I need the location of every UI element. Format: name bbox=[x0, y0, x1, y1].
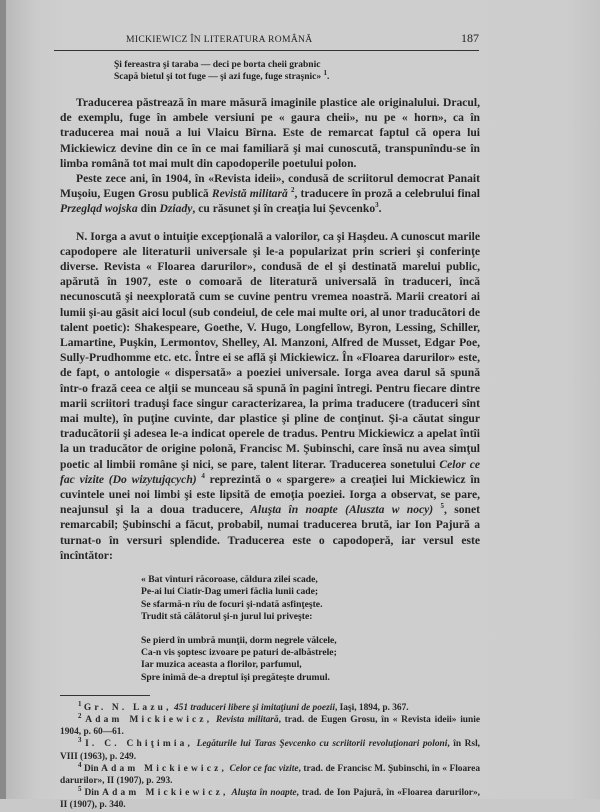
paragraph-text: Peste zece ani, în 1904, în «Revista ideii», condusă de scriitorul democrat Panait Muşoiu, Eugen Grosu publică bbox=[60, 172, 480, 201]
footnote-author: Adam Mickiewicz, bbox=[101, 763, 227, 774]
paragraph bbox=[60, 229, 480, 563]
footnote bbox=[60, 699, 480, 714]
footnote-title: Revista militară bbox=[216, 714, 279, 725]
footnote-number: 5 bbox=[78, 785, 82, 794]
footnote-text: , în Rsl, VIII (1963), p. 249. bbox=[60, 739, 481, 762]
verse-line: Scapă bietul şi tot fuge — şi azi fuge, fuge straşnic» $^1$. bbox=[114, 68, 330, 82]
footnote-number: 1 bbox=[78, 699, 82, 708]
poem-quote bbox=[141, 574, 480, 684]
paragraph-text: , traducere în proză a celebrului final bbox=[294, 187, 481, 201]
footnote-text: , Iaşi, 1894, p. 367. bbox=[334, 702, 409, 713]
poem-line: Se pierd în umbră munţii, dorm negrele vălcele, bbox=[141, 634, 337, 646]
footnote bbox=[60, 711, 480, 738]
footnote-author: I. C. Chiţimia, bbox=[85, 739, 194, 750]
footnote bbox=[60, 760, 481, 787]
paragraph-text: Traducerea păstrează în mare măsură imaginile plastice ale originalului. Dracul, de exemplu, fuge în ambele versiuni pe « gaura cheii», nu pe « horn», ca în traducerea mai nouă a lui Vlaicu Bîrna. Este de remarcat faptul că opera lui Mickiewicz devine din ce în ce mai familiară şi mai cunoscută, transpunîndu-se în limba română tot mai mult din capodoperile poetului polon. bbox=[60, 96, 480, 170]
footnote-title: Aluşta în noapte bbox=[231, 788, 297, 799]
paragraph-text: , cu răsunet şi în creaţia lui Şevcenko bbox=[192, 202, 376, 216]
italic-title: Dziady bbox=[159, 202, 193, 216]
paragraph-text: din bbox=[137, 202, 160, 216]
verse-line: Şi fereastra şi taraba — deci pe borta cheii grabnic bbox=[114, 60, 321, 70]
poem-line: « Bat vînturi răcoroase, căldura zilei scade, bbox=[141, 574, 318, 586]
footnote-title: 451 traduceri libere şi imitaţiuni de poezii bbox=[173, 702, 335, 713]
poem-line: Spre inimă de-a dreptul îşi pregăteşte drumul. bbox=[141, 671, 330, 683]
stanza bbox=[141, 635, 480, 684]
paragraph bbox=[60, 171, 480, 217]
footnote-ref: 3 bbox=[375, 201, 379, 210]
page-content bbox=[60, 59, 480, 812]
footnote-number: 4 bbox=[78, 760, 82, 769]
footnote-number: 3 bbox=[78, 736, 82, 745]
footnote-author: Adam Mickiewicz, bbox=[102, 788, 229, 799]
running-title: MICKIEWICZ ÎN LITERATURA ROMÂNĂ bbox=[126, 34, 313, 45]
poem-line: Se sfarmă-n rîu de focuri şi-ndată asfinţeşte. bbox=[141, 598, 323, 610]
footnote-prefix: Din bbox=[84, 763, 102, 774]
page-header bbox=[54, 28, 479, 51]
footnote-divider bbox=[60, 695, 150, 696]
paragraph-text: , sonet remarcabil; Şubinschi a făcut, probabil, numai traducerea brută, iar Ion Pajură a turnat-o în versuri splendide. Traducerea este o capodoperă, iar versul este încîntător: bbox=[60, 503, 480, 562]
italic-title: Revistă militară bbox=[211, 187, 288, 201]
footnote-author: Adam Mickiewicz, bbox=[85, 714, 213, 725]
verse-line-text: Scapă bietul şi tot fuge — şi azi fuge, fuge straşnic» bbox=[114, 72, 322, 82]
footnote-text: , trad. de Francisc M. Şubinschi, în « Floarea darurilor», II (1907), p. 293. bbox=[60, 763, 481, 786]
footnote-number: 2 bbox=[78, 711, 82, 720]
book-page bbox=[6, 0, 600, 811]
poem-line: Iar muzica aceasta a florilor, parfumul, bbox=[141, 659, 302, 671]
paragraph-text: N. Iorga a avut o intuiţie excepţională a valorilor, ca şi Haşdeu. A cunoscut marile capodopere ale literaturii universale şi le-a popularizat prin scrieri şi conferinţe diverse. Revista « Floarea darurilor», condusă de el şi destinată marelui public, apărută în 1907, este o comoară de literatură universală în traduceri, încă necunoscută şi neexplorată cum se cuvine pentru vremea noastră. Marii creatori ai lumii şi-au găsit aici locul (sub condeiul, de cele mai multe ori, al unor traducători de talent poetic): Shakespeare, Goethe, V. Hugo, Longfellow, Byron, Lessing, Schiller, Lamartine, Puşkin, Lermontov, Shelley, Al. Manzoni, Alfred de Musset, Edgar Poe, Sully-Prudhomme etc. etc. Între ei se află şi Mickiewicz. În «Floarea darurilor» este, de fapt, o antologie « dispersată» a poeziei universale. Iorga avea darul să spună într-o frază ceea ce alţii se munceau să spună în pagini întregi. Pentru fiecare dintre marii scriitori traduşi face singur caracterizarea, la prima traducere (traduceri sînt mai multe), în puţine cuvinte, dar plastice şi pline de conţinut. Şi-a căutat singur traducătorii şi adesea le-a indicat operele de tradus. Pentru Mickiewicz a apelat întîi la un traducător de origine polonă, Francisc M. Şubinschi, care însă nu avea simţul poetic al limbii române şi nici, se pare, talent literar. Traducerea sonetului bbox=[60, 229, 480, 471]
footnote-title: Legăturile lui Taras Şevcenko cu scriitorii revoluţionari poloni bbox=[196, 739, 448, 750]
italic-title: Celor ce fac vizite (Do wizytujących) bbox=[60, 457, 481, 486]
verse-continuation bbox=[114, 59, 480, 83]
italic-title: Aluşta în noapte (Aluszta w nocy) bbox=[250, 503, 434, 517]
italic-title: Przegląd wojska bbox=[60, 202, 138, 216]
footnote-prefix: Din bbox=[84, 788, 103, 799]
footnote-text: , trad. de Ion Pajură, în «Floarea darurilor», II (1907), p. 340. bbox=[60, 788, 481, 811]
footnote bbox=[60, 738, 480, 762]
footnote-ref: 2 bbox=[290, 186, 295, 195]
paragraph-text: . bbox=[378, 202, 382, 216]
paragraph bbox=[60, 95, 480, 171]
poem-line: Pe-ai lui Ciatir-Dag umeri făclia lunii cade; bbox=[141, 586, 319, 598]
poem-line: Ca-n vis şoptesc izvoare pe paturi de-albăstrele; bbox=[141, 647, 337, 659]
page-number: 187 bbox=[461, 31, 479, 45]
footnote-ref: 1 bbox=[323, 68, 328, 77]
footnote-ref: 4 bbox=[201, 472, 205, 481]
paragraph-text: reprezintă o « spargere» a creaţiei lui Mickiewicz în cuvintele unei noi limbi şi este lipsită de emoţia poeziei. Iorga a observat, se pare, neajunsul şi la a doua traducere, bbox=[60, 472, 480, 517]
footnote-title: Celor ce fac vizite bbox=[229, 763, 299, 774]
footnote-text: , trad. de Eugen Grosu, în « Revista ideii» iunie 1904, p. 60—61. bbox=[60, 714, 480, 738]
footnote bbox=[60, 787, 480, 811]
footnotes bbox=[60, 699, 481, 812]
stanza bbox=[141, 574, 480, 623]
poem-line: Trudit stă călătorul şi-n jurul lui priveşte: bbox=[141, 610, 313, 622]
footnote-author: Gr. N. Lazu, bbox=[83, 702, 172, 713]
footnote-ref: 5 bbox=[440, 502, 444, 511]
